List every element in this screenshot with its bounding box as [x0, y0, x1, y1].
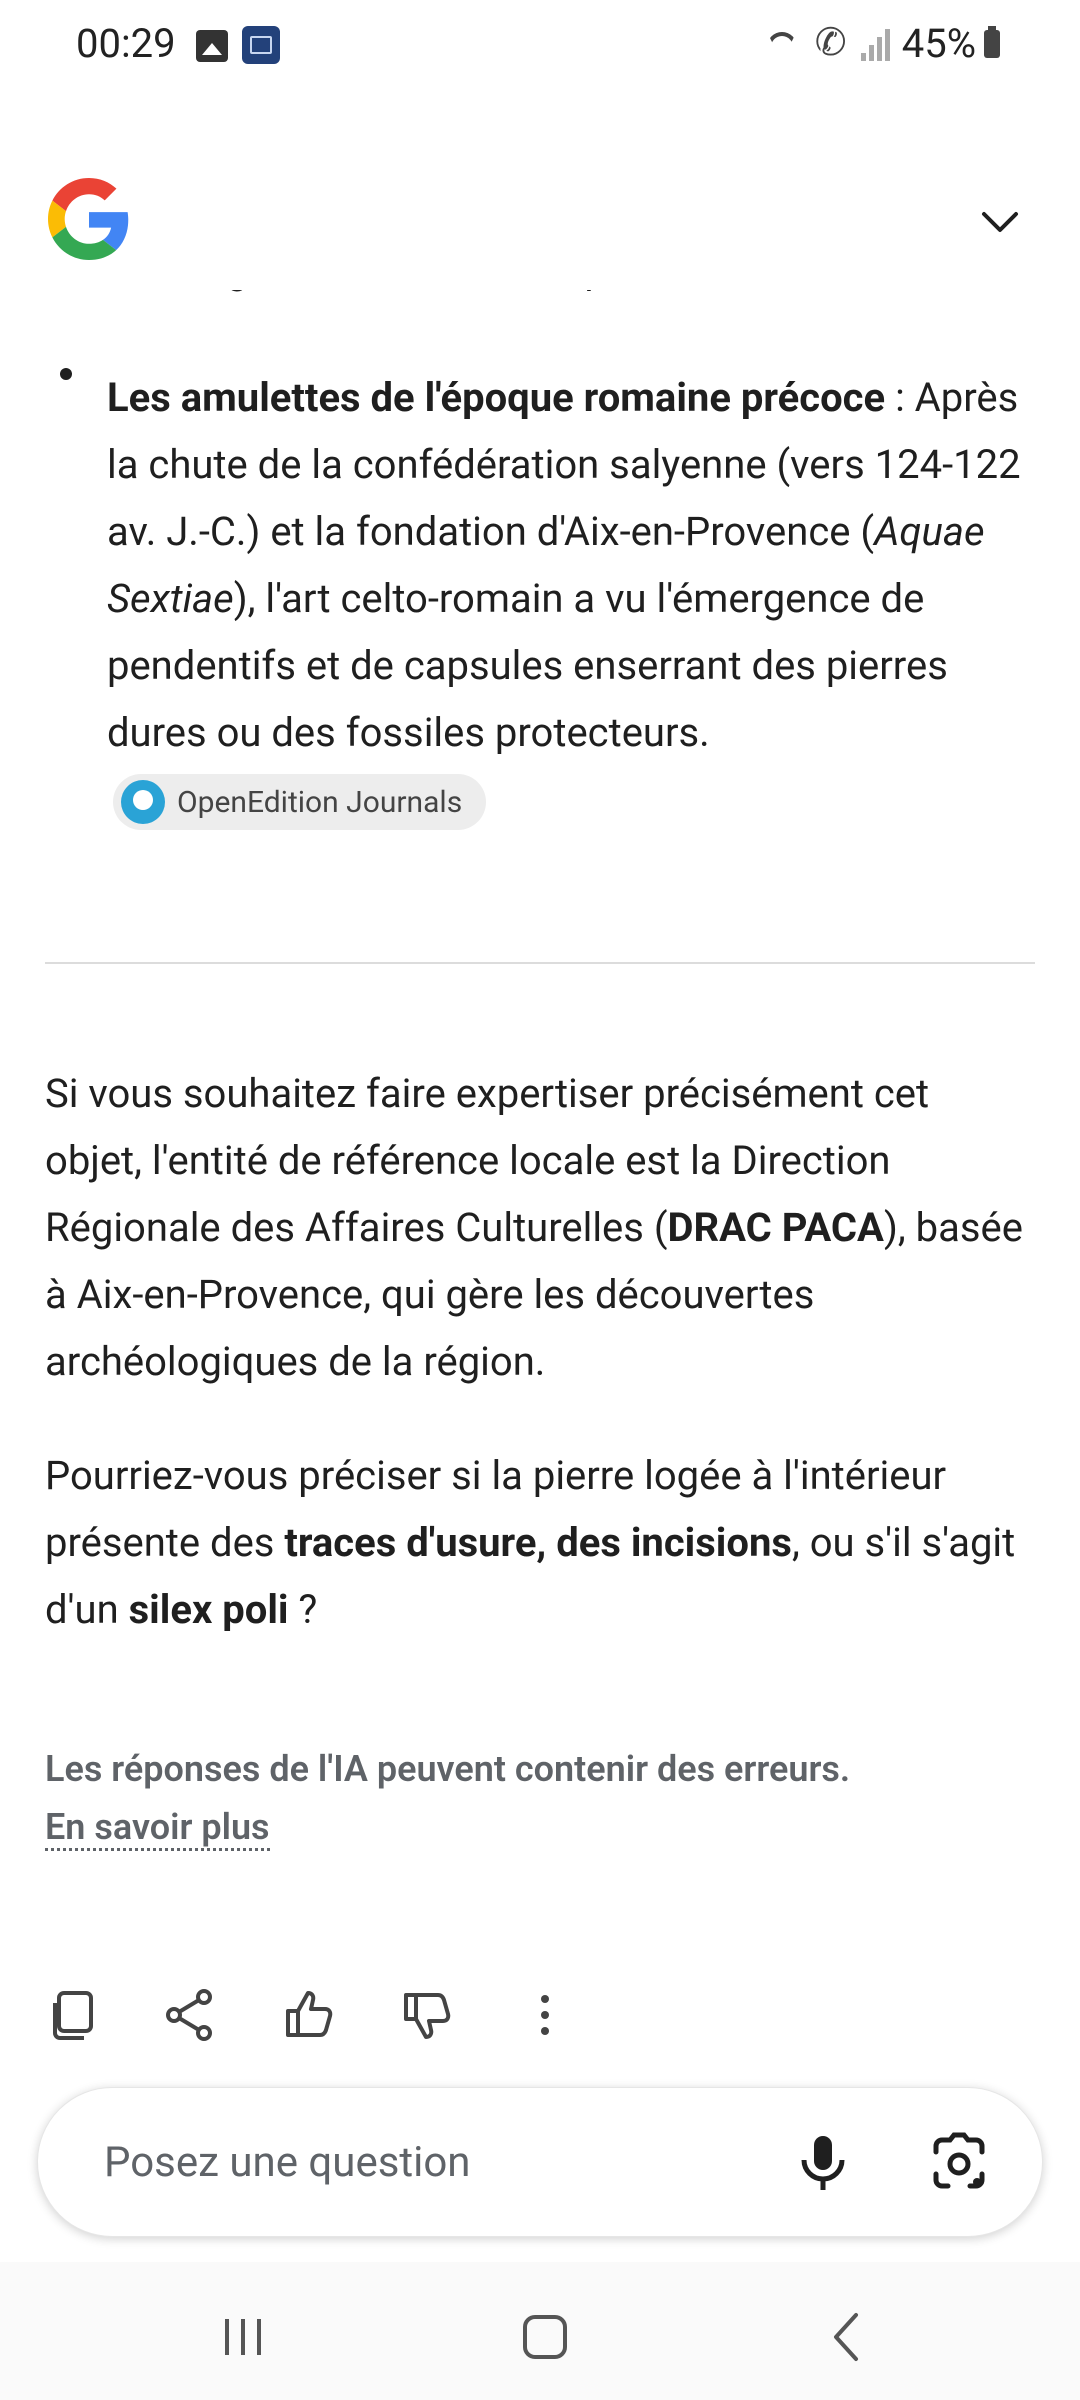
paragraph-question	[45, 1442, 1035, 1643]
microphone-icon[interactable]	[788, 2128, 858, 2198]
search-header	[0, 160, 1080, 290]
bullet-text-a: Après la chute de la confédération salyenne (vers 124-122 av. J.-C.) et la fondation d'Aix-en-Provence (	[107, 374, 1021, 555]
p2-text-c: ?	[288, 1586, 318, 1633]
p1-text-b: ), basée à Aix-en-Provence, qui gère les découvertes archéologiques de la région.	[45, 1204, 1023, 1385]
learn-more-link[interactable]: En savoir plus	[45, 1806, 270, 1851]
p1-text-a: Si vous souhaitez faire expertiser précisément cet objet, l'entité de référence locale est la Direction Régionale des Affaires Culturelles (	[45, 1070, 930, 1251]
p2-bold-a: traces d'usure, des incisions	[284, 1519, 792, 1566]
status-time: 00:29	[76, 20, 176, 67]
divider	[45, 962, 1035, 964]
copy-icon[interactable]	[45, 1985, 105, 2045]
paragraph-drac	[45, 1060, 1035, 1395]
status-right	[765, 20, 1000, 67]
more-options-icon[interactable]	[515, 1985, 575, 2045]
bullet-dot	[60, 368, 72, 380]
share-icon[interactable]	[160, 1985, 220, 2045]
gallery-icon	[196, 30, 228, 62]
source-chip-label: OpenEdition Journals	[177, 784, 463, 820]
recent-apps-icon[interactable]	[213, 2307, 273, 2367]
question-input[interactable]: Posez une question	[104, 2138, 471, 2187]
thumbs-down-icon[interactable]	[398, 1985, 458, 2045]
bullet-italic: Aquae Sextiae	[107, 508, 985, 622]
p2-bold-b: silex poli	[128, 1586, 289, 1633]
thumbs-up-icon[interactable]	[280, 1985, 340, 2045]
chevron-down-icon[interactable]	[980, 202, 1020, 242]
wifi-icon	[765, 26, 801, 62]
status-bar	[0, 0, 1080, 92]
bullet-text-b: ), l'art celto-romain a vu l'émergence de pendentifs et de capsules enserrant des pierres dures ou des fossiles protecteurs.	[107, 575, 948, 756]
google-g-logo[interactable]	[48, 178, 130, 260]
back-icon[interactable]	[818, 2307, 878, 2367]
p1-bold: DRAC PACA	[667, 1204, 884, 1251]
answer-actions	[0, 1985, 1080, 2045]
ai-disclaimer	[45, 1740, 1035, 1856]
p2-text-b: , ou s'il s'agit d'un	[45, 1519, 1016, 1633]
openedition-icon	[121, 780, 165, 824]
signal-icon	[861, 27, 890, 61]
google-lens-icon[interactable]	[924, 2128, 994, 2198]
source-chip[interactable]	[113, 774, 486, 830]
wifi-calling-icon	[813, 26, 849, 62]
home-icon[interactable]	[515, 2307, 575, 2367]
p2-text-a: Pourriez-vous préciser si la pierre logée à l'intérieur présente des	[45, 1452, 947, 1566]
age-of-empires-app-icon	[242, 26, 280, 64]
bullet-separator: :	[885, 374, 915, 421]
disclaimer-text: Les réponses de l'IA peuvent contenir des erreurs.	[45, 1748, 851, 1790]
battery-icon	[984, 30, 1000, 58]
question-input-bar[interactable]	[37, 2087, 1043, 2237]
bullet-title: Les amulettes de l'époque romaine précoce	[107, 374, 886, 421]
bullet-item	[107, 364, 1027, 833]
battery-percent: 45%	[901, 20, 976, 67]
system-nav-bar	[0, 2262, 1080, 2400]
